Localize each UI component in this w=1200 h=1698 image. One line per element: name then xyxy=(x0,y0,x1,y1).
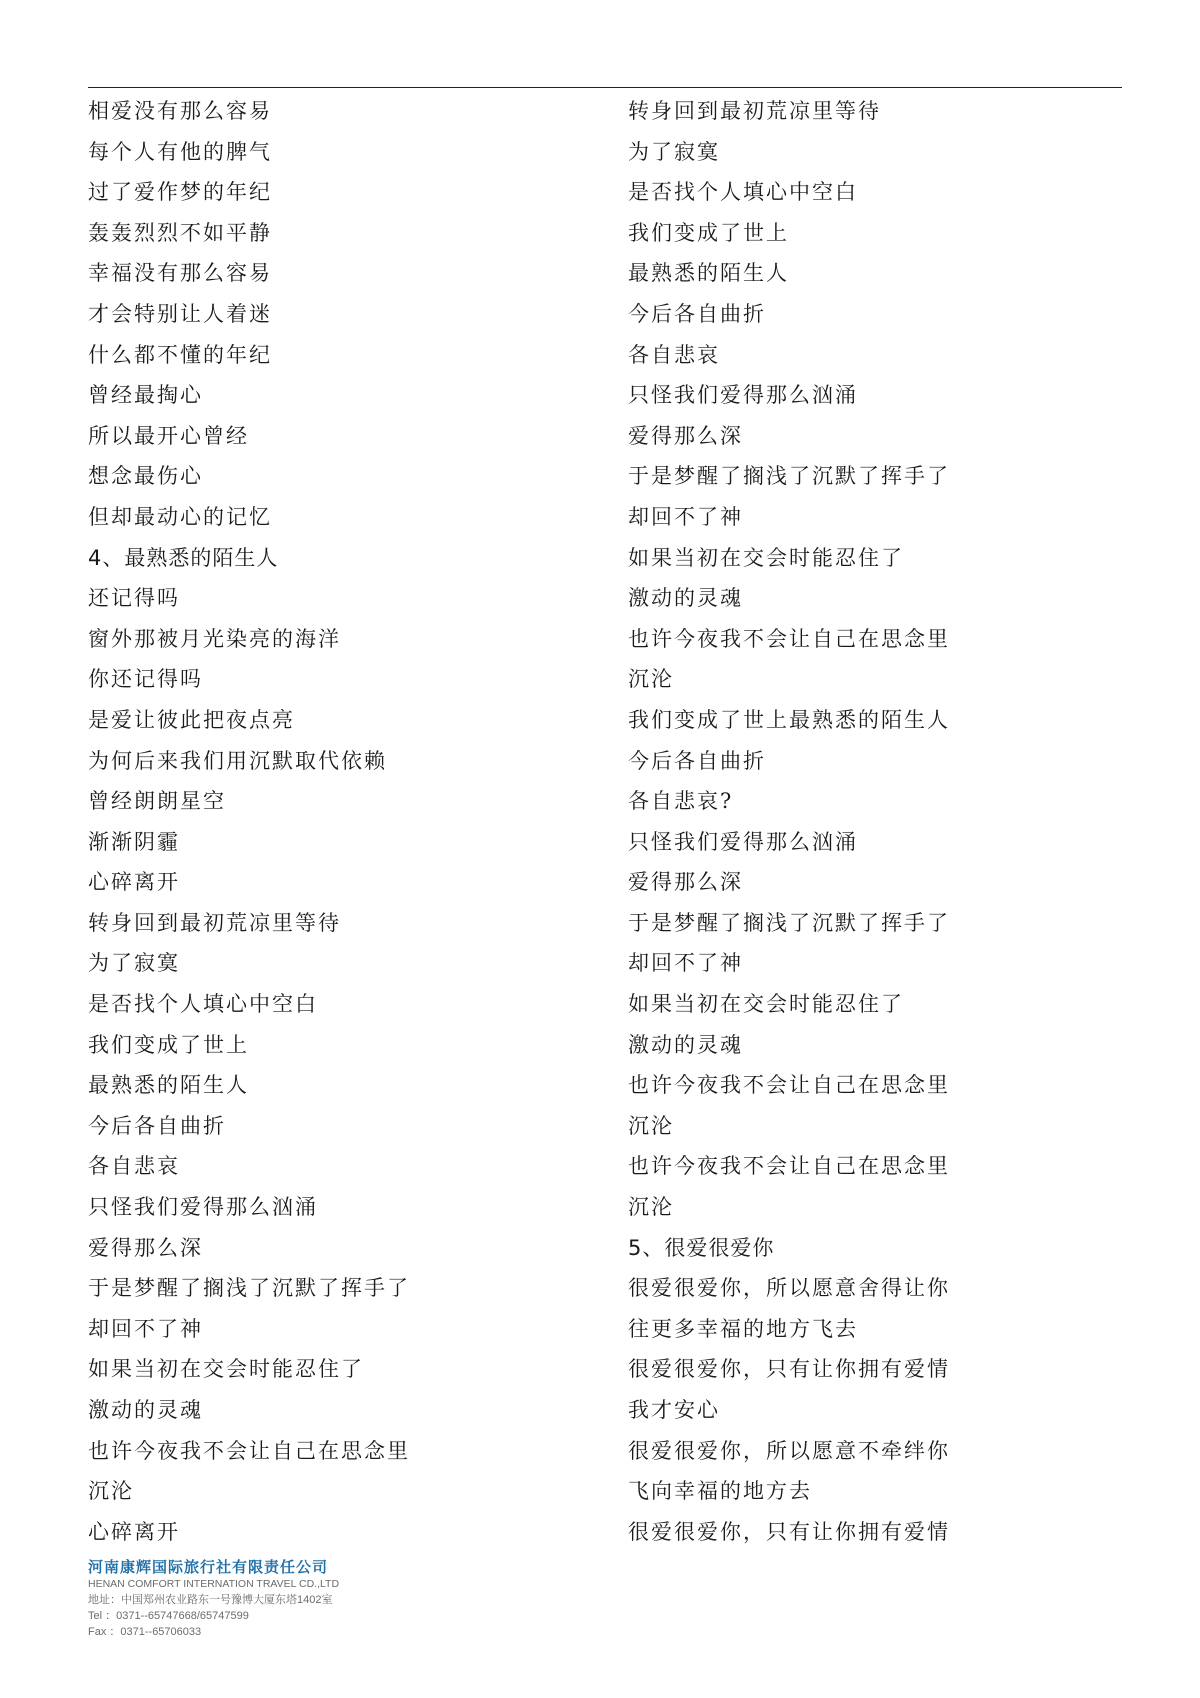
lyric-line: 沉沦 xyxy=(88,1479,134,1504)
lyric-line: 于是梦醒了搁浅了沉默了挥手了 xyxy=(628,464,950,489)
lyric-line: 却回不了神 xyxy=(628,504,743,529)
lyric-line: 为何后来我们用沉默取代依赖 xyxy=(88,748,387,773)
lyric-line: 却回不了神 xyxy=(88,1316,203,1341)
lyric-line: 我们变成了世上 xyxy=(628,220,789,245)
lyric-line: 所以最开心曾经 xyxy=(88,423,249,448)
lyric-line: 于是梦醒了搁浅了沉默了挥手了 xyxy=(628,910,950,935)
lyric-line: 很爱很爱你，所以愿意舍得让你 xyxy=(628,1276,950,1301)
lyric-line: 往更多幸福的地方飞去 xyxy=(628,1316,858,1341)
company-footer xyxy=(88,1557,408,1640)
lyric-line: 爱得那么深 xyxy=(628,870,743,895)
lyric-line: 很爱很爱你，只有让你拥有爱情 xyxy=(628,1357,950,1382)
lyric-line: 今后各自曲折 xyxy=(628,748,766,773)
lyric-line: 沉沦 xyxy=(628,1113,674,1138)
lyric-line: 也许今夜我不会让自己在思念里 xyxy=(628,1154,950,1179)
lyric-line: 曾经最掏心 xyxy=(88,383,203,408)
lyric-line: 什么都不懂的年纪 xyxy=(88,342,272,367)
lyric-line: 飞向幸福的地方去 xyxy=(628,1479,812,1504)
lyrics-column-right xyxy=(628,91,1148,1552)
company-address: 地址：中国郑州农业路东一号豫博大厦东塔1402室 xyxy=(88,1594,333,1606)
lyric-line: 各自悲哀 xyxy=(628,342,720,367)
lyric-line: 轰轰烈烈不如平静 xyxy=(88,220,272,245)
lyric-line: 是否找个人填心中空白 xyxy=(88,992,318,1017)
lyric-line: 我们变成了世上最熟悉的陌生人 xyxy=(628,707,950,732)
lyric-line: 幸福没有那么容易 xyxy=(88,261,272,286)
lyric-line: 每个人有他的脾气 xyxy=(88,139,272,164)
lyric-line: 爱得那么深 xyxy=(88,1235,203,1260)
lyric-line: 如果当初在交会时能忍住了 xyxy=(628,992,904,1017)
lyric-line: 渐渐阴霾 xyxy=(88,829,180,854)
lyric-line: 很爱很爱你，只有让你拥有爱情 xyxy=(628,1519,950,1544)
lyric-line: 激动的灵魂 xyxy=(628,586,743,611)
lyric-line: 如果当初在交会时能忍住了 xyxy=(88,1357,364,1382)
lyric-line: 还记得吗 xyxy=(88,586,180,611)
lyric-line: 你还记得吗 xyxy=(88,667,203,692)
lyric-line: 我们变成了世上 xyxy=(88,1032,249,1057)
company-fax: Fax ：0371--65706033 xyxy=(88,1626,202,1638)
lyric-line: 最熟悉的陌生人 xyxy=(628,261,789,286)
lyric-line: 是否找个人填心中空白 xyxy=(628,180,858,205)
lyrics-column-left xyxy=(88,91,608,1552)
lyric-line: 最熟悉的陌生人 xyxy=(88,1073,249,1098)
lyric-line: 沉沦 xyxy=(628,1195,674,1220)
company-name-cn: 河南康辉国际旅行社有限责任公司 xyxy=(88,1558,329,1576)
lyric-line: 今后各自曲折 xyxy=(628,301,766,326)
lyric-line: 激动的灵魂 xyxy=(628,1032,743,1057)
lyric-line: 相爱没有那么容易 xyxy=(88,99,272,123)
company-tel: Tel ：0371--65747668/65747599 xyxy=(88,1610,249,1622)
lyric-line: 各自悲哀? xyxy=(628,789,734,814)
lyric-line: 窗外那被月光染亮的海洋 xyxy=(88,626,341,651)
lyric-line: 曾经朗朗星空 xyxy=(88,789,226,814)
lyric-line: 我才安心 xyxy=(628,1398,720,1422)
lyric-line: 却回不了神 xyxy=(628,951,743,976)
lyric-line: 只怪我们爱得那么汹涌 xyxy=(628,829,858,854)
lyric-line: 各自悲哀 xyxy=(88,1154,180,1179)
company-name-en: HENAN COMFORT INTERNATION TRAVEL CD.,LTD xyxy=(88,1578,340,1590)
lyric-line: 也许今夜我不会让自己在思念里 xyxy=(628,626,950,651)
song-title: 4、最熟悉的陌生人 xyxy=(88,545,279,570)
lyric-line: 如果当初在交会时能忍住了 xyxy=(628,545,904,570)
lyric-line: 只怪我们爱得那么汹涌 xyxy=(88,1195,318,1220)
lyric-line: 很爱很爱你，所以愿意不牵绊你 xyxy=(628,1438,950,1463)
lyric-line: 过了爱作梦的年纪 xyxy=(88,180,272,205)
lyric-line: 于是梦醒了搁浅了沉默了挥手了 xyxy=(88,1276,410,1301)
lyric-line: 为了寂寞 xyxy=(628,139,720,164)
lyric-line: 转身回到最初荒凉里等待 xyxy=(88,910,341,935)
lyric-line: 但却最动心的记忆 xyxy=(88,504,272,529)
lyric-line: 今后各自曲折 xyxy=(88,1113,226,1138)
lyric-line: 心碎离开 xyxy=(88,1519,180,1544)
song-title: 5、很爱很爱你 xyxy=(628,1235,775,1260)
lyric-line: 心碎离开 xyxy=(88,870,180,895)
lyric-line: 是爱让彼此把夜点亮 xyxy=(88,707,295,732)
lyric-line: 也许今夜我不会让自己在思念里 xyxy=(628,1073,950,1098)
lyric-line: 只怪我们爱得那么汹涌 xyxy=(628,383,858,408)
lyric-line: 想念最伤心 xyxy=(88,464,203,489)
lyric-line: 转身回到最初荒凉里等待 xyxy=(628,99,881,123)
lyric-line: 激动的灵魂 xyxy=(88,1398,203,1422)
lyric-line: 为了寂寞 xyxy=(88,951,180,976)
lyric-line: 才会特别让人着迷 xyxy=(88,301,272,326)
header-rule xyxy=(88,87,1122,88)
lyric-line: 沉沦 xyxy=(628,667,674,692)
lyric-line: 也许今夜我不会让自己在思念里 xyxy=(88,1438,410,1463)
lyric-line: 爱得那么深 xyxy=(628,423,743,448)
